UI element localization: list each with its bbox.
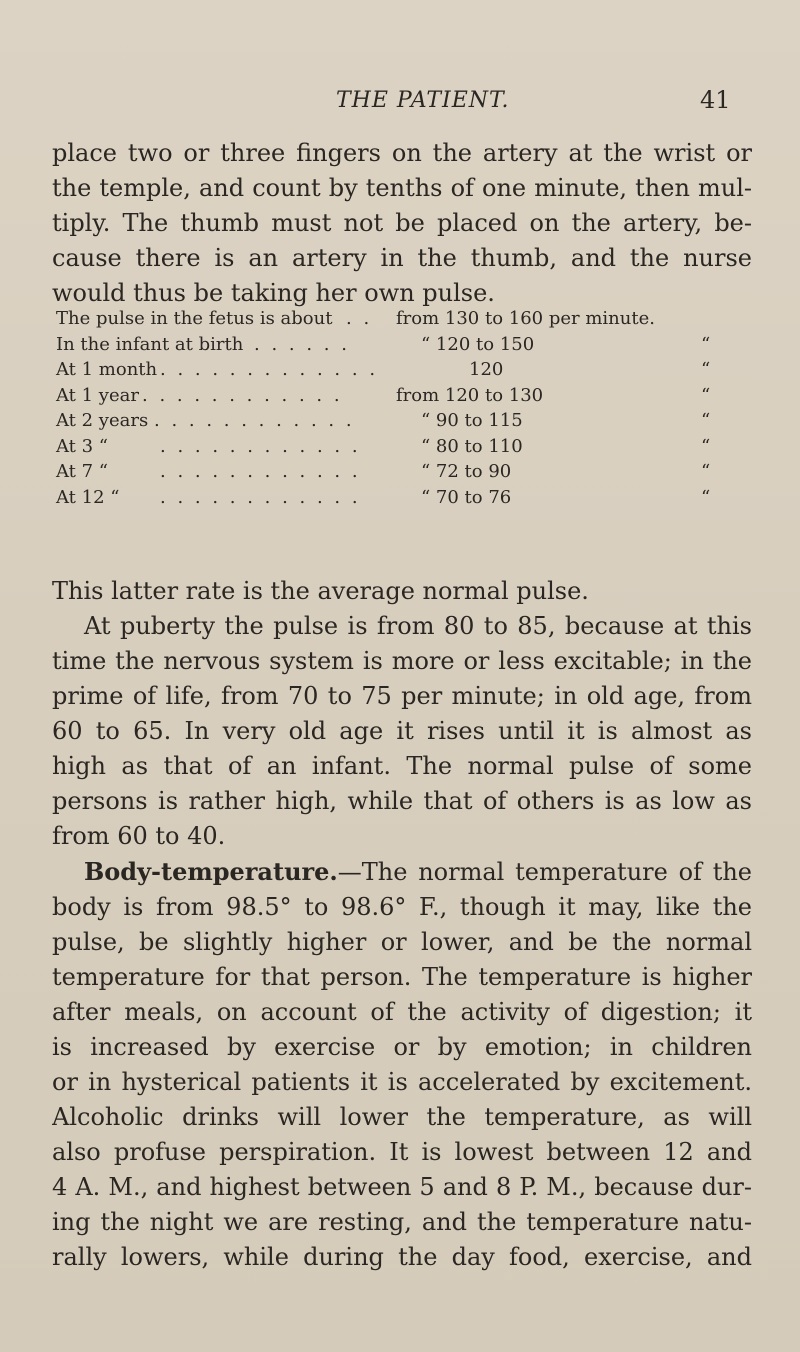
age-label: At 2 years [56,410,149,431]
text-line: This latter rate is the average normal pulse. [52,577,589,605]
text-line: would thus be taking her own pulse. [52,279,495,307]
text-line: 4 A. M., and highest between 5 and 8 P. M., because dur- [52,1173,752,1201]
ditto-mark: “ [701,461,711,482]
table-row [56,357,756,383]
text-line: At puberty the pulse is from 80 to 85, because at this [84,612,752,640]
main-paragraphs [52,574,752,1275]
text-line: after meals, on account of the activity of digestion; it [52,998,752,1026]
pulse-range: “ 72 to 90 [421,461,512,482]
text-line: 60 to 65. In very old age it rises until it is almost as [52,717,752,745]
pulse-range: from 120 to 130 [396,384,544,406]
text-line: persons is rather high, while that of others is as low as [52,787,752,815]
table-row [56,408,756,434]
age-label: At 7 “ [56,461,109,482]
table-row [56,459,756,485]
table-row [56,434,756,460]
pulse-range: from 130 to 160 per minute. [396,308,655,329]
text-line: also profuse perspiration. It is lowest between 12 and [52,1138,752,1166]
age-label: At 1 month [56,359,158,380]
text-line: or in hysterical patients it is accelerated by excitement. [52,1068,752,1096]
ditto-mark: “ [701,384,711,406]
text-line: time the nervous system is more or less excitable; in the [52,647,752,675]
leader-dots: . . . . . . . . . . . . . [160,359,379,380]
leader-dots: . . . . . . [254,333,350,355]
text-line: temperature for that person. The temperature is higher [52,963,752,991]
age-label: At 12 “ [56,486,120,508]
pulse-range: “ 120 to 150 [421,333,535,355]
text-line: cause there is an artery in the thumb, and the nurse [52,244,752,272]
text-line: is increased by exercise or by emotion; in children [52,1033,752,1061]
section-heading: Body-temperature. [84,857,338,886]
text-line: Alcoholic drinks will lower the temperature, as will [52,1103,752,1131]
ditto-mark: “ [701,486,711,508]
leader-dots: . . . . . . . . . . . . [154,410,355,431]
age-label: In the infant at birth [56,333,244,355]
pulse-range: “ 90 to 115 [421,410,523,431]
table-row [56,332,756,358]
text-line: place two or three fingers on the artery at the wrist or [52,139,752,167]
text-line: prime of life, from 70 to 75 per minute; in old age, from [52,682,752,710]
text-run: —The normal temperature of the [337,858,752,886]
text-line: pulse, be slightly higher or lower, and be the normal [52,928,752,956]
text-line [52,854,752,890]
text-line: tiply. The thumb must not be placed on the artery, be- [52,209,752,237]
text-line: the temple, and count by tenths of one minute, then mul- [52,174,752,202]
leader-dots: . . . . . . . . . . . . [160,435,361,457]
table-row [56,485,756,511]
pulse-range: “ 70 to 76 [421,486,512,508]
ditto-mark: “ [701,359,711,380]
pulse-range: 120 [469,359,504,380]
text-line: ing the night we are resting, and the temperature natu- [52,1208,752,1236]
text-line: high as that of an infant. The normal pulse of some [52,752,752,780]
pulse-range: “ 80 to 110 [421,435,523,457]
leader-dots: . . . . . . . . . . . . [160,461,361,482]
leader-dots: . . . . . . . . . . . . [160,486,361,508]
running-title: THE PATIENT. [336,88,510,113]
text-line: from 60 to 40. [52,822,226,850]
leader-dots: . . . . . . . . . . . . [142,384,343,406]
intro-paragraph [52,136,752,311]
age-label: At 3 “ [56,435,109,457]
ditto-mark: “ [701,435,711,457]
page-header [0,88,800,124]
table-row [56,306,756,332]
pulse-rate-table [56,306,756,510]
leader-dots: . . [346,308,373,329]
table-row [56,383,756,409]
age-label: The pulse in the fetus is about [56,308,333,329]
text-line: body is from 98.5° to 98.6° F., though it may, like the [52,893,752,921]
age-label: At 1 year [56,384,139,406]
ditto-mark: “ [701,410,711,431]
page-number: 41 [700,86,731,114]
text-line: rally lowers, while during the day food, exercise, and [52,1243,752,1271]
ditto-mark: “ [701,333,711,355]
